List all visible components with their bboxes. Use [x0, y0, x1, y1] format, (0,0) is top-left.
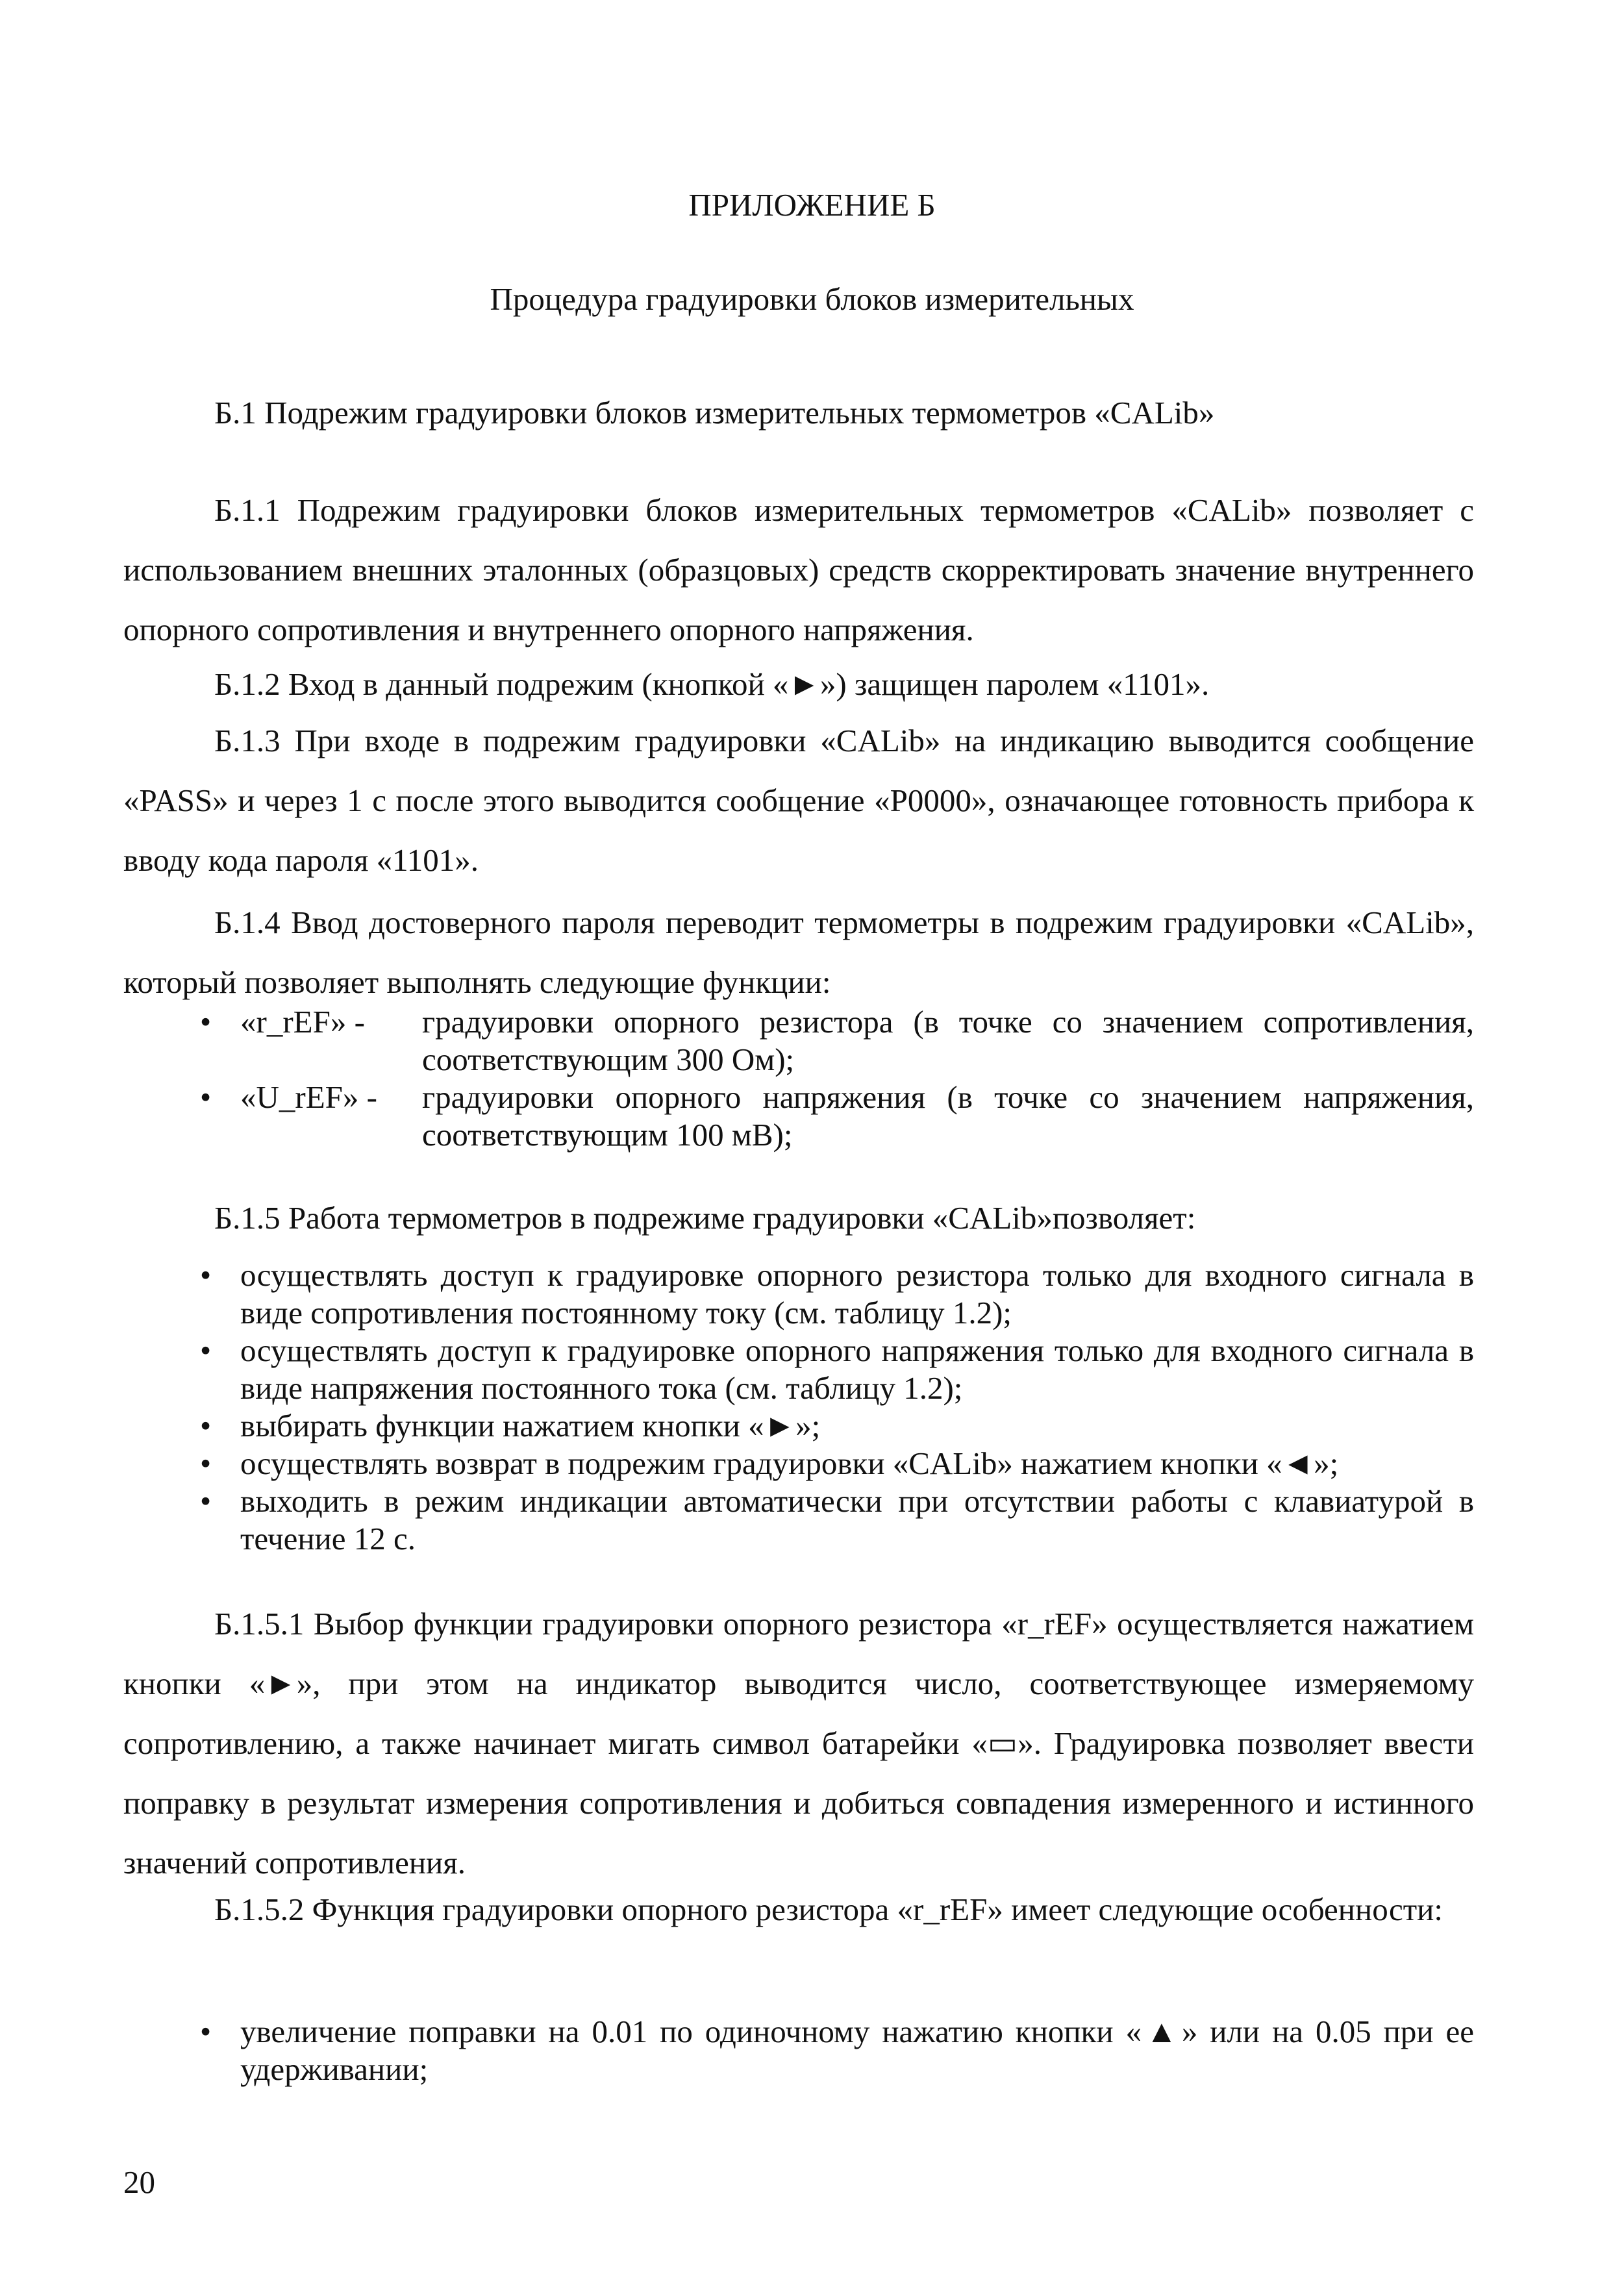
appendix-subtitle: Процедура градуировки блоков измерительных	[490, 281, 1134, 317]
list-item: • осуществлять доступ к градуировке опорного резистора только для входного сигнала в виде сопротивления постоянному току (см. таблицу 1.2);	[195, 1256, 1474, 1332]
paragraph-b1-5-2: Б.1.5.2 Функция градуировки опорного резистора «r_rEF» имеет следующие особенности:	[214, 1892, 1443, 1927]
paragraph-b1-2: Б.1.2 Вход в данный подрежим (кнопкой «►») защищен паролем «1101».	[214, 666, 1210, 702]
list-item: • увеличение поправки на 0.01 по одиночному нажатию кнопки «▲» или на 0.05 при ее удерживании;	[195, 2013, 1474, 2088]
bullet-icon: •	[200, 1004, 212, 1040]
paragraph-b1-1: Б.1.1 Подрежим градуировки блоков измерительных термометров «CALib» позволяет с использованием внешних эталонных (образцовых) средств скорректировать значение внутреннего опорного сопротивления и внутреннего опорного напряжения.	[123, 492, 1474, 647]
bullet-icon: •	[200, 1079, 212, 1115]
paragraph-b1-3: Б.1.3 При входе в подрежим градуировки «CALib» на индикацию выводится сообщение «PASS» и через 1 с после этого выводится сообщение «Р0000», означающее готовность прибора к вводу кода пароля «1101».	[123, 723, 1474, 878]
list-item	[195, 1079, 1474, 1154]
function-description: градуировки опорного резистора (в точке со значением сопротивления, соответствующим 300 Ом);	[422, 1004, 1474, 1077]
capabilities-list	[195, 1256, 1474, 1558]
list-item: • выходить в режим индикации автоматически при отсутствии работы с клавиатурой в течение 12 с.	[195, 1482, 1474, 1558]
function-description: градуировки опорного напряжения (в точке со значением напряжения, соответствующим 100 мВ);	[422, 1079, 1474, 1153]
list-item: • осуществлять возврат в подрежим градуировки «CALib» нажатием кнопки «◄»;	[195, 1445, 1474, 1482]
page-number: 20	[123, 2164, 155, 2200]
paragraph-b1-4: Б.1.4 Ввод достоверного пароля переводит термометры в подрежим градуировки «CALib», который позволяет выполнять следующие функции:	[123, 905, 1474, 1000]
list-item: • осуществлять доступ к градуировке опорного напряжения только для входного сигнала в виде напряжения постоянного тока (см. таблицу 1.2);	[195, 1332, 1474, 1407]
function-term: «U_rEF» -	[240, 1079, 377, 1115]
features-list	[195, 2013, 1474, 2088]
paragraph-b1-5-1: Б.1.5.1 Выбор функции градуировки опорного резистора «r_rEF» осуществляется нажатием кнопки «►», при этом на индикатор выводится число, соответствующее измеряемому сопротивлению, а также начинает мигать символ батарейки «▭». Градуировка позволяет ввести поправку в результат измерения сопротивления и добиться совпадения измеренного и истинного значений сопротивления.	[123, 1606, 1474, 1881]
appendix-heading: ПРИЛОЖЕНИЕ Б	[688, 187, 936, 223]
list-item: • выбирать функции нажатием кнопки «►»;	[195, 1407, 1474, 1445]
function-term: «r_rEF» -	[240, 1004, 365, 1040]
functions-list	[195, 1003, 1474, 1154]
section-b1-title: Б.1 Подрежим градуировки блоков измерительных термометров «CALib»	[214, 395, 1215, 431]
paragraph-b1-5: Б.1.5 Работа термометров в подрежиме градуировки «CALib»позволяет:	[214, 1200, 1196, 1236]
list-item	[195, 1003, 1474, 1079]
